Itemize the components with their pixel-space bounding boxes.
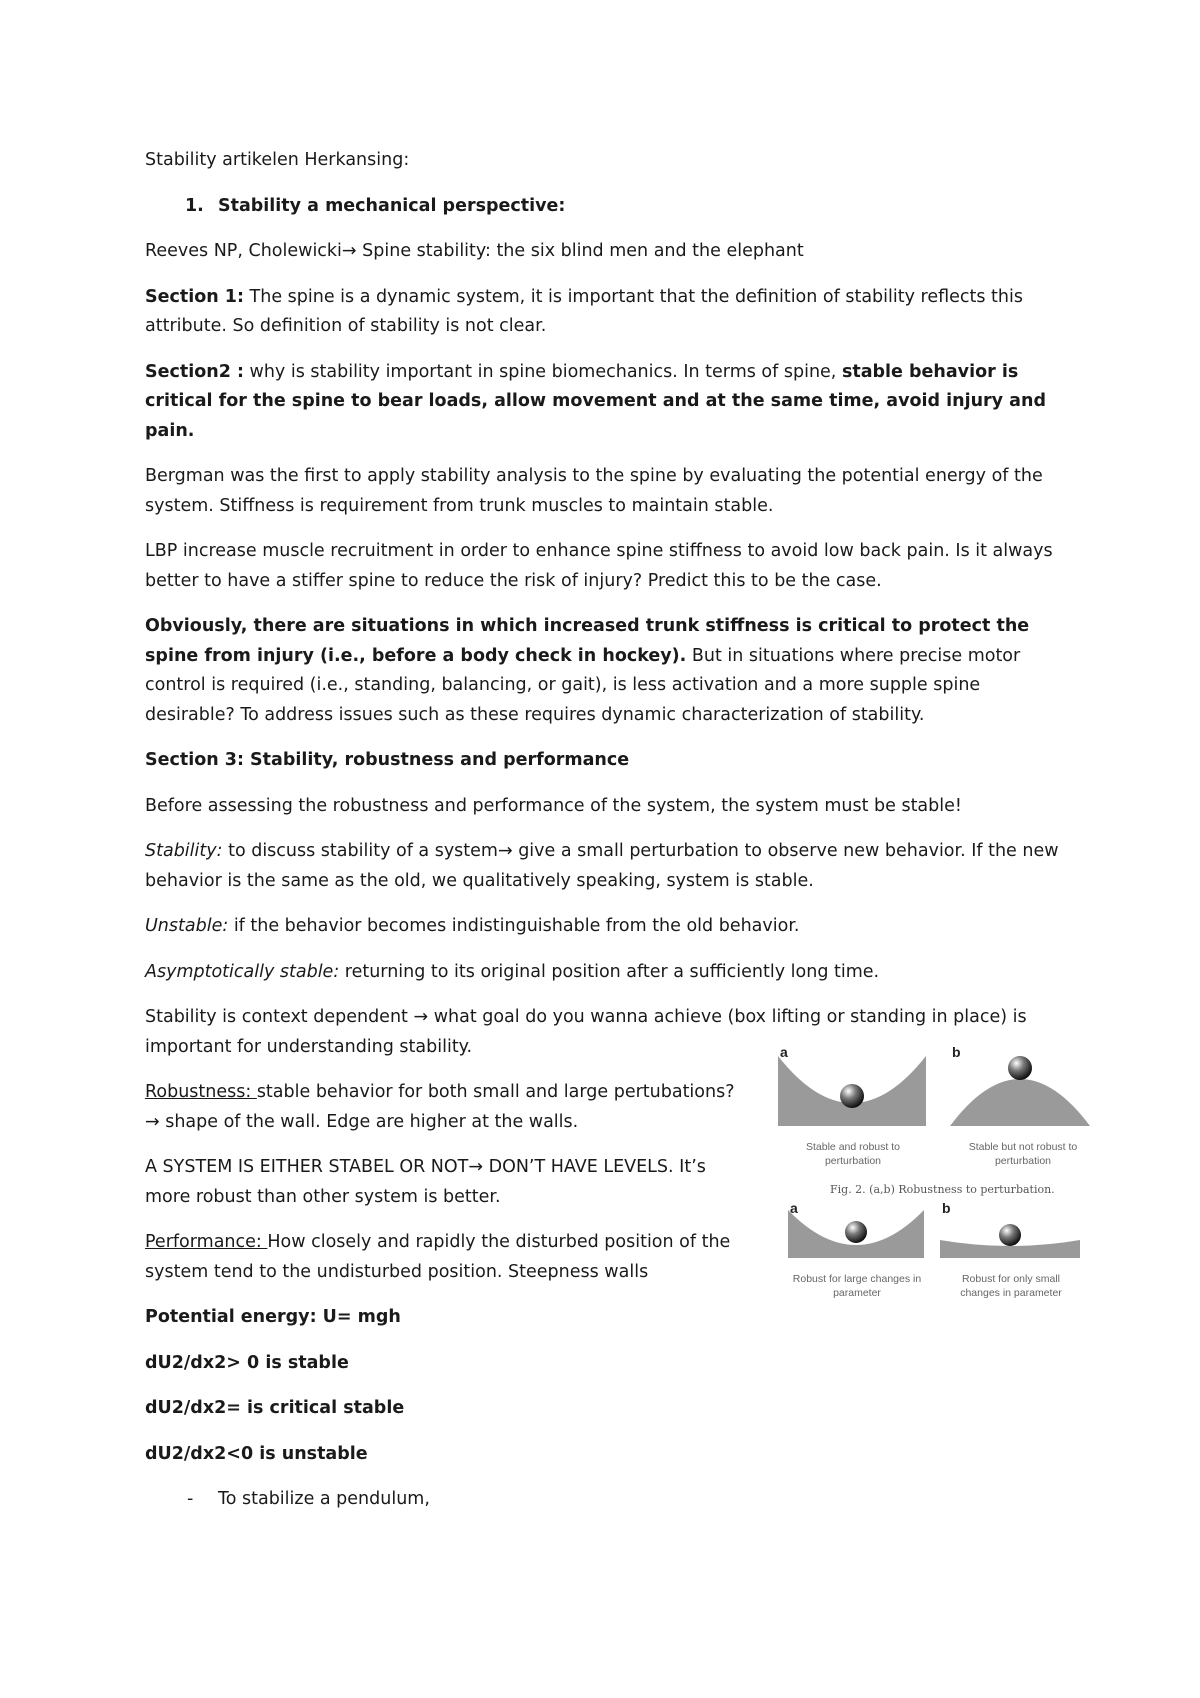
hill-shape-top-b	[950, 1079, 1090, 1126]
panel-label-bottom-b: b	[942, 1200, 951, 1216]
figure-caption: Fig. 2. (a,b) Robustness to perturbation.	[830, 1183, 1055, 1196]
system-paragraph: A SYSTEM IS EITHER STABEL OR NOT→ DON’T HAVE LEVELS. It’s more robust than other system is better.	[145, 1157, 706, 1207]
document-title: Stability artikelen Herkansing:	[145, 150, 410, 170]
bullet-text: To stabilize a pendulum,	[218, 1489, 430, 1509]
bergman-paragraph: Bergman was the first to apply stability analysis to the spine by evaluating the potential energy of the system. Stiffness is requirement from trunk muscles to maintain stable.	[145, 466, 1043, 516]
ball-top-a	[840, 1084, 864, 1108]
obviously-text: But in situations where precise motor control is required (i.e., standing, balancing, or gait), is less activation and a more supple spine desirable? To address issues such as these requires dynamic characterization of stability.	[145, 645, 1021, 725]
performance-text: How closely and rapidly the disturbed position of the system tend to the undisturbed position. Steepness walls	[145, 1232, 731, 1282]
ball-top-b	[1008, 1056, 1032, 1080]
equation-stable: dU2/dx2> 0 is stable	[145, 1352, 349, 1373]
caption-bottom-b: Robust for only small changes in parameter	[960, 1273, 1062, 1299]
obviously-paragraph	[145, 612, 1065, 730]
ball-bottom-a	[845, 1221, 867, 1243]
performance-label: Performance:	[145, 1232, 268, 1252]
context-paragraph: Stability is context dependent → what goal do you wanna achieve (box lifting or standing in place) is important for understanding stability.	[145, 1007, 1027, 1057]
robustness-paragraph	[145, 1078, 735, 1137]
before-paragraph: Before assessing the robustness and performance of the system, the system must be stable!	[145, 795, 962, 816]
panel-label-bottom-a: a	[790, 1200, 798, 1216]
section-1-label: Section 1:	[145, 286, 244, 307]
lbp-paragraph: LBP increase muscle recruitment in order to enhance spine stiffness to avoid low back pain. Is it always better to have a stiffer spine to reduce the risk of injury? Predict this to be the case.	[145, 541, 1053, 591]
caption-top-b: Stable but not robust to perturbation	[968, 1141, 1078, 1167]
equation-unstable: dU2/dx2<0 is unstable	[145, 1443, 368, 1464]
section-2-text: why is stability important in spine biomechanics. In terms of spine,	[243, 361, 842, 382]
section-1-text: The spine is a dynamic system, it is important that the definition of stability reflects this attribute. So definition of stability is not clear.	[145, 286, 1023, 336]
section-1-paragraph	[145, 283, 1065, 342]
bullet-dash: -	[187, 1489, 194, 1509]
panel-label-top-a: a	[780, 1044, 788, 1060]
performance-paragraph	[145, 1228, 735, 1287]
asymptotic-label: Asymptotically stable:	[145, 961, 340, 982]
asymptotic-paragraph	[145, 958, 1065, 988]
section-3-heading: Section 3: Stability, robustness and performance	[145, 750, 630, 770]
section-2-paragraph	[145, 358, 1065, 447]
unstable-text: if the behavior becomes indistinguishable from the old behavior.	[228, 916, 800, 936]
reference-line: Reeves NP, Cholewicki→ Spine stability: the six blind men and the elephant	[145, 241, 804, 261]
ball-bottom-b	[999, 1224, 1021, 1246]
item-heading: Stability a mechanical perspective:	[218, 195, 566, 216]
robustness-label: Robustness:	[145, 1082, 257, 1102]
section-2-bold: stable behavior is critical for the spine to bear loads, allow movement and at the same time, avoid injury and pain.	[145, 361, 1046, 441]
section-2-label: Section2 :	[145, 361, 244, 382]
caption-top-a: Stable and robust to perturbation	[806, 1141, 900, 1167]
robustness-figure	[770, 1040, 1110, 1360]
bullet-item	[145, 1485, 1065, 1515]
item-number: 1.	[185, 195, 204, 216]
asymptotic-text: returning to its original position after a sufficiently long time.	[339, 961, 880, 982]
stability-paragraph	[145, 837, 1065, 896]
potential-energy-line: Potential energy: U= mgh	[145, 1307, 401, 1327]
obviously-bold: Obviously, there are situations in which increased trunk stiffness is critical to protect the spine from injury (i.e., before a body check in hockey).	[145, 616, 1030, 666]
equation-critical: dU2/dx2= is critical stable	[145, 1398, 405, 1418]
panel-label-top-b: b	[952, 1044, 961, 1060]
unstable-label: Unstable:	[145, 916, 229, 936]
stability-label: Stability:	[145, 841, 223, 861]
stability-text: to discuss stability of a system→ give a small perturbation to observe new behavior. If the new behavior is the same as the old, we qualitatively speaking, system is stable.	[145, 841, 1059, 891]
numbered-item	[145, 192, 1065, 222]
caption-bottom-a: Robust for large changes in parameter	[792, 1273, 922, 1299]
robustness-text: stable behavior for both small and large pertubations? → shape of the wall. Edge are higher at the walls.	[145, 1082, 735, 1132]
unstable-paragraph	[145, 912, 1065, 942]
